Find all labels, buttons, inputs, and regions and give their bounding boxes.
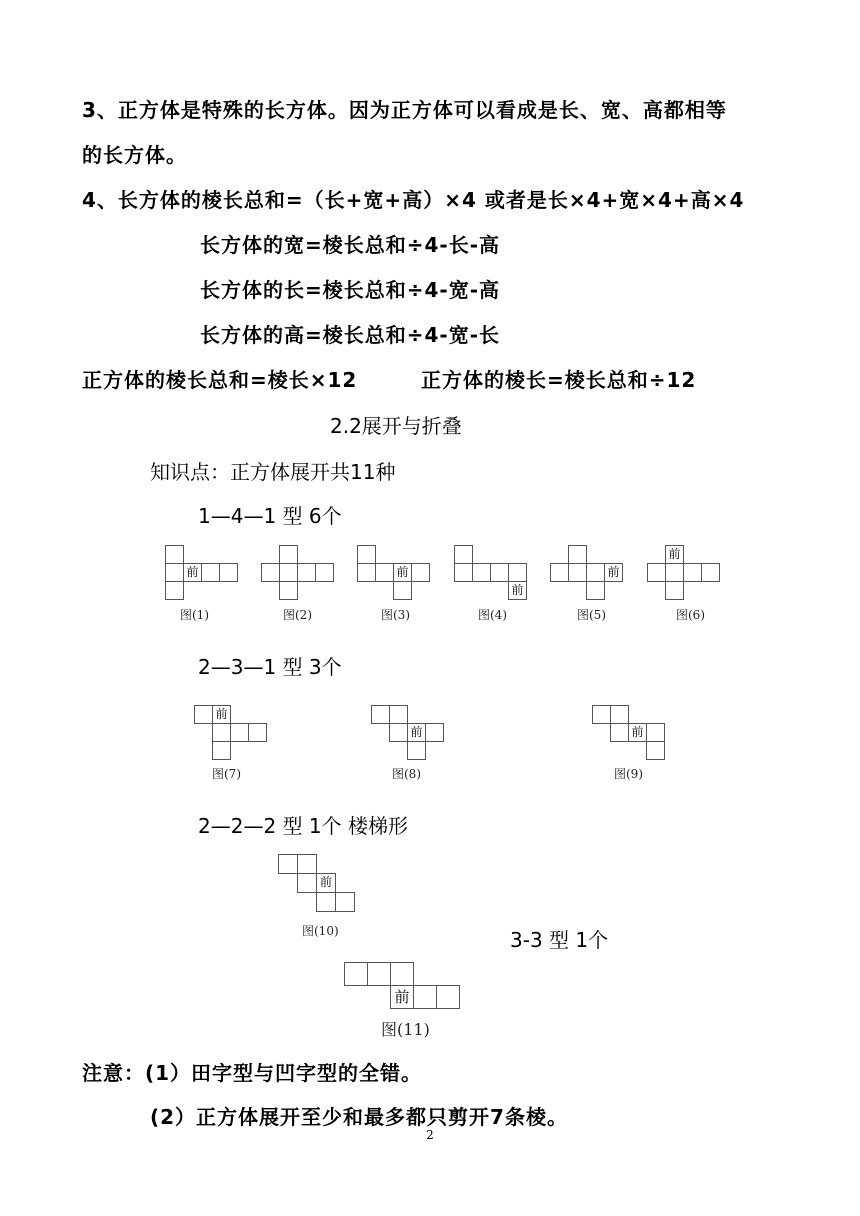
net-face: [550, 563, 569, 582]
net-face-front: 前: [183, 563, 202, 582]
net-face: [413, 985, 437, 1009]
text-line-7b: 正方体的棱长=棱长总和÷12: [421, 368, 697, 392]
net-face: [371, 705, 390, 724]
net-face: [261, 563, 280, 582]
net-face: [212, 741, 231, 760]
net-face-front: 前: [390, 985, 414, 1009]
net-face: [279, 581, 298, 600]
net-face: [219, 563, 238, 582]
net-face: [610, 723, 629, 742]
net-face-front: 前: [628, 723, 647, 742]
figure-caption-5: 图(5): [577, 608, 606, 622]
note-2: (2）正方体展开至少和最多都只剪开7条棱。: [150, 1105, 568, 1129]
text-line-1: 3、正方体是特殊的长方体。因为正方体可以看成是长、宽、高都相等: [82, 98, 727, 122]
net-face: [436, 985, 460, 1009]
section-title: 2.2展开与折叠: [330, 414, 462, 438]
net-face: [165, 545, 184, 564]
net-face: [646, 741, 665, 760]
net-face: [316, 892, 336, 912]
net-face-front: 前: [407, 723, 426, 742]
type-3-3-heading: 3-3 型 1个: [510, 928, 609, 952]
page-number: 2: [426, 1128, 434, 1142]
figure-caption-6: 图(6): [676, 608, 705, 622]
figure-caption-3: 图(3): [381, 608, 410, 622]
net-face: [586, 563, 605, 582]
note-1: 注意：(1）田字型与凹字型的全错。: [82, 1061, 423, 1085]
net-face: [165, 581, 184, 600]
net-face-front: 前: [212, 705, 231, 724]
net-face: [683, 563, 702, 582]
net-face: [490, 563, 509, 582]
net-face: [201, 563, 220, 582]
net-face: [454, 545, 473, 564]
text-line-4: 长方体的宽=棱长总和÷4-长-高: [200, 233, 501, 257]
net-face: [389, 723, 408, 742]
net-face: [472, 563, 491, 582]
figure-caption-7: 图(7): [212, 767, 241, 781]
net-face: [407, 741, 426, 760]
net-face: [165, 563, 184, 582]
text-line-6: 长方体的高=棱长总和÷4-宽-长: [200, 323, 501, 347]
net-face: [647, 563, 666, 582]
net-face: [194, 705, 213, 724]
net-face: [297, 873, 317, 893]
net-face: [279, 563, 298, 582]
knowledge-point: 知识点：正方体展开共11种: [150, 460, 396, 484]
net-face: [610, 705, 629, 724]
net-face: [665, 581, 684, 600]
net-face: [357, 563, 376, 582]
net-face: [425, 723, 444, 742]
figure-caption-1: 图(1): [180, 608, 209, 622]
net-face: [665, 563, 684, 582]
net-face: [335, 892, 355, 912]
net-face: [248, 723, 267, 742]
figure-caption-8: 图(8): [392, 767, 421, 781]
net-face: [389, 705, 408, 724]
net-face: [367, 962, 391, 986]
figure-caption-9: 图(9): [614, 767, 643, 781]
net-face: [454, 563, 473, 582]
net-face: [646, 723, 665, 742]
net-face: [279, 545, 298, 564]
net-face: [568, 545, 587, 564]
net-face: [212, 723, 231, 742]
text-line-2: 的长方体。: [82, 143, 187, 167]
text-line-7a: 正方体的棱长总和=棱长×12: [82, 368, 358, 392]
type-2-2-2-heading: 2—2—2 型 1个 楼梯形: [198, 814, 408, 838]
net-face: [393, 581, 412, 600]
net-face: [568, 563, 587, 582]
text-line-3: 4、长方体的棱长总和=（长+宽+高）×4 或者是长×4+宽×4+高×4: [82, 188, 745, 212]
net-face: [344, 962, 368, 986]
net-face: [230, 723, 249, 742]
figure-caption-2: 图(2): [283, 608, 312, 622]
net-face: [411, 563, 430, 582]
net-face-front: 前: [316, 873, 336, 893]
type-1-4-1-heading: 1—4—1 型 6个: [198, 504, 342, 528]
net-face-front: 前: [508, 581, 527, 600]
net-face: [586, 581, 605, 600]
net-face: [592, 705, 611, 724]
net-face: [390, 962, 414, 986]
text-line-5: 长方体的长=棱长总和÷4-宽-高: [200, 278, 501, 302]
figure-caption-11: 图(11): [381, 1020, 430, 1039]
net-face-front: 前: [665, 545, 684, 564]
net-face: [508, 563, 527, 582]
net-face: [375, 563, 394, 582]
net-face: [701, 563, 720, 582]
net-face: [315, 563, 334, 582]
net-face: [297, 854, 317, 874]
net-face: [297, 563, 316, 582]
net-face-front: 前: [393, 563, 412, 582]
net-face: [278, 854, 298, 874]
type-2-3-1-heading: 2—3—1 型 3个: [198, 655, 342, 679]
net-face: [357, 545, 376, 564]
figure-caption-10: 图(10): [302, 924, 339, 938]
net-face-front: 前: [604, 563, 623, 582]
figure-caption-4: 图(4): [478, 608, 507, 622]
